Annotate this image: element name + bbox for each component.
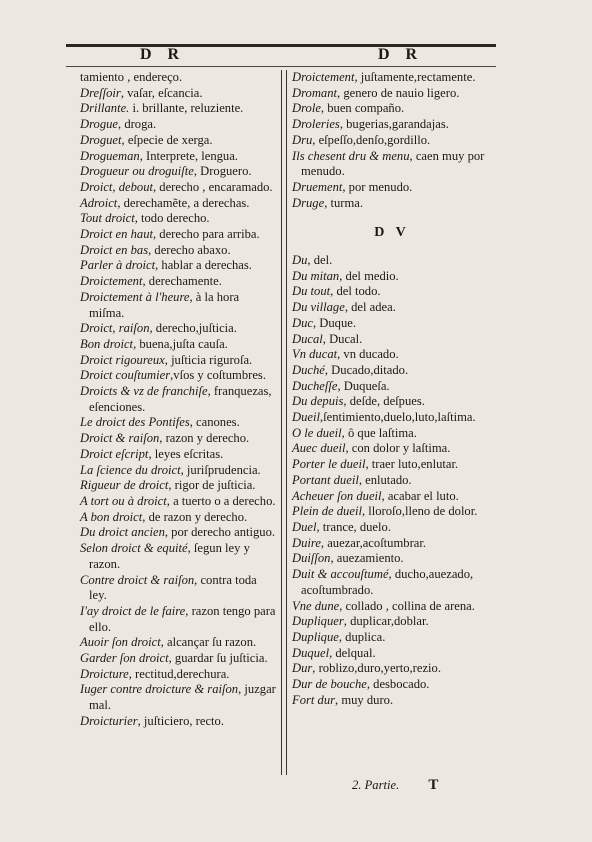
- entry-headword: Adroict: [80, 195, 118, 210]
- dictionary-entry: [80, 70, 276, 86]
- entry-headword: Droicts & vz de franchiſe: [80, 384, 208, 399]
- dictionary-entry: [80, 604, 276, 635]
- entry-headword: Du tout: [292, 284, 331, 299]
- entry-headword: Droictement à l'heure: [80, 289, 190, 304]
- entry-translation: , lloroſo,lleno de dolor.: [361, 504, 478, 519]
- entry-translation: , ducho,auezado, acoſtumbrado.: [301, 567, 474, 597]
- entry-translation: , Duque.: [312, 315, 357, 330]
- entry-headword: Duire: [292, 535, 321, 550]
- dictionary-entry: [80, 682, 276, 713]
- dictionary-entry: [292, 677, 492, 693]
- entry-headword: Contre droict & raiſon: [80, 572, 195, 587]
- entry-headword: Fort dur: [292, 692, 336, 707]
- dictionary-entry: [292, 693, 492, 709]
- entry-translation: , todo derecho.: [134, 211, 210, 226]
- entry-translation: , auezar,acoſtumbrar.: [320, 535, 427, 550]
- column-divider: [281, 70, 282, 775]
- entry-headword: Portant dueil: [292, 472, 359, 487]
- entry-headword: Droicture: [80, 666, 129, 681]
- entry-translation: , por menudo.: [342, 179, 413, 194]
- dictionary-entry: [80, 86, 276, 102]
- entry-translation: , acabar el luto.: [381, 488, 459, 503]
- dictionary-entry: [80, 478, 276, 494]
- dictionary-entry: [292, 504, 492, 520]
- entry-translation: , genero de nauio ligero.: [337, 85, 460, 100]
- dictionary-entry: [292, 86, 492, 102]
- entry-headword: Droict & raiſon: [80, 431, 160, 446]
- dictionary-entry: [80, 714, 276, 730]
- dictionary-entry: [292, 489, 492, 505]
- dictionary-entry: [292, 70, 492, 86]
- dictionary-entry: [80, 133, 276, 149]
- entry-translation: , hablar a derechas.: [155, 258, 252, 273]
- entry-headword: Vne dune: [292, 598, 340, 613]
- dictionary-entry: [292, 441, 492, 457]
- entry-headword: Ils chesent dru & menu: [292, 148, 410, 163]
- dictionary-entry: [292, 567, 492, 598]
- dictionary-entry: [292, 473, 492, 489]
- entry-headword: Droict couſtumier: [80, 368, 171, 383]
- dictionary-entry: [292, 363, 492, 379]
- entry-headword: Du mitan: [292, 268, 340, 283]
- entry-headword: Iuger contre droicture & raiſon: [80, 682, 239, 697]
- entry-headword: I'ay droict de le faire: [80, 603, 186, 618]
- entry-translation: tamiento , endereço.: [80, 70, 183, 84]
- signature-mark: 2. Partie.: [352, 778, 400, 792]
- entry-translation: , eſpecie de xerga.: [121, 132, 213, 147]
- entry-translation: , juſtamente,rectamente.: [354, 70, 476, 84]
- header-underline: [66, 66, 496, 67]
- dictionary-entry: [80, 117, 276, 133]
- dictionary-entry: [80, 635, 276, 651]
- entry-headword: Ducheſſe: [292, 378, 338, 393]
- entry-headword: Selon droict & equité: [80, 541, 188, 556]
- entry-translation: , contra toda ley.: [89, 572, 257, 603]
- entry-headword: Droict, debout: [80, 179, 153, 194]
- entry-headword: A tort ou à droict: [80, 493, 167, 508]
- dictionary-entry: [292, 599, 492, 615]
- dictionary-entry: [80, 415, 276, 431]
- dictionary-entry: [80, 243, 276, 259]
- entry-translation: , auezamiento.: [330, 551, 404, 566]
- header-rule: [66, 44, 496, 47]
- entry-headword: Bon droict: [80, 336, 134, 351]
- entry-headword: Droict, raiſon: [80, 321, 150, 336]
- entry-translation: , del todo.: [330, 284, 381, 299]
- dictionary-entry: [292, 551, 492, 567]
- dictionary-entry: [292, 332, 492, 348]
- entry-headword: Droict rigoureux: [80, 352, 165, 367]
- dictionary-entry: [80, 667, 276, 683]
- entry-translation: , juſticia riguroſa.: [164, 352, 253, 367]
- dictionary-entry: [292, 117, 492, 133]
- entry-headword: Dueil: [292, 410, 320, 425]
- right-column-entries-dv: [292, 253, 492, 708]
- entry-translation: , Duqueſa.: [337, 378, 390, 393]
- entry-translation: , vaſar, eſcancia.: [120, 85, 203, 100]
- entry-headword: Vn ducat: [292, 347, 338, 362]
- entry-translation: , derecho , encaramado.: [153, 179, 273, 194]
- entry-headword: Dur de bouche: [292, 677, 367, 692]
- entry-translation: , droga.: [118, 117, 157, 132]
- dictionary-entry: [80, 494, 276, 510]
- dictionary-entry: [292, 300, 492, 316]
- dictionary-entry: [80, 211, 276, 227]
- entry-headword: Ducal: [292, 331, 323, 346]
- entry-translation: , à la hora miſma.: [89, 289, 240, 320]
- dictionary-entry: [292, 457, 492, 473]
- dictionary-entry: [80, 651, 276, 667]
- entry-headword: Dromant: [292, 85, 338, 100]
- dictionary-entry: [292, 520, 492, 536]
- column-divider: [286, 70, 287, 775]
- dictionary-entry: [80, 321, 276, 337]
- entry-translation: , deſde, deſpues.: [343, 394, 425, 409]
- dictionary-entry: [292, 536, 492, 552]
- dictionary-entry: [80, 510, 276, 526]
- entry-headword: Acheuer ſon dueil: [292, 488, 382, 503]
- dictionary-entry: [292, 661, 492, 677]
- entry-headword: Garder ſon droict: [80, 651, 169, 666]
- dictionary-entry: [292, 196, 492, 212]
- left-column: [80, 70, 276, 730]
- dictionary-entry: [80, 463, 276, 479]
- entry-headword: Drogueman: [80, 148, 140, 163]
- entry-translation: , muy duro.: [335, 692, 394, 707]
- entry-translation: , buena,juſta cauſa.: [133, 336, 228, 351]
- entry-translation: , razon tengo para ello.: [89, 603, 276, 634]
- entry-headword: Auoir ſon droict: [80, 635, 161, 650]
- entry-headword: Droguet: [80, 132, 122, 147]
- entry-translation: , razon y derecho.: [159, 431, 250, 446]
- entry-headword: Tout droict: [80, 211, 135, 226]
- dictionary-entry: [80, 101, 276, 117]
- entry-headword: Du: [292, 253, 308, 268]
- entry-translation: , collado , collina de arena.: [339, 598, 475, 613]
- dictionary-entry: [80, 227, 276, 243]
- dictionary-entry: [80, 431, 276, 447]
- dictionary-entry: [80, 573, 276, 604]
- dictionary-entry: [80, 541, 276, 572]
- entry-translation: , a tuerto o a derecho.: [166, 493, 276, 508]
- entry-translation: , traer luto,enlutar.: [365, 457, 459, 472]
- entry-headword: Droleries: [292, 117, 340, 132]
- right-column: [292, 70, 492, 708]
- entry-translation: , del.: [307, 253, 333, 268]
- entry-headword: Du droict ancien: [80, 525, 165, 540]
- section-heading: D V: [374, 225, 410, 241]
- entry-headword: Droict eſcript: [80, 446, 149, 461]
- entry-translation: , trance, duelo.: [316, 519, 391, 534]
- entry-headword: Dru: [292, 132, 313, 147]
- entry-translation: , Ducado,ditado.: [324, 362, 409, 377]
- entry-translation: , Interprete, lengua.: [139, 148, 238, 163]
- dictionary-entry: [80, 274, 276, 290]
- entry-headword: Druement: [292, 179, 343, 194]
- entry-translation: , vn ducado.: [337, 347, 399, 362]
- dictionary-entry: [292, 426, 492, 442]
- entry-translation: , con dolor y laſtima.: [345, 441, 451, 456]
- dictionary-entry: [292, 180, 492, 196]
- entry-headword: Plein de dueil: [292, 504, 362, 519]
- dictionary-entry: [292, 379, 492, 395]
- page-footer: [352, 777, 438, 794]
- entry-headword: Dur: [292, 661, 313, 676]
- entry-headword: Droicturier: [80, 713, 138, 728]
- entry-headword: Du village: [292, 300, 345, 315]
- entry-translation: ,vſos y coſtumbres.: [170, 368, 266, 383]
- dictionary-entry: [80, 384, 276, 415]
- entry-translation: , ſegun ley y razon.: [89, 541, 250, 571]
- entry-headword: Drillante.: [80, 101, 130, 116]
- dictionary-entry: [80, 447, 276, 463]
- dictionary-entry: [292, 394, 492, 410]
- dictionary-entry: [292, 269, 492, 285]
- entry-translation: , derecho abaxo.: [148, 242, 231, 257]
- entry-translation: , derechamente.: [142, 274, 222, 289]
- entry-translation: , eſpeſſo,denſo,gordillo.: [312, 132, 431, 147]
- dictionary-entry: [292, 133, 492, 149]
- entry-translation: , derechamẽte, a derechas.: [117, 195, 250, 210]
- entry-translation: ,ſentimiento,duelo,luto,laſtima.: [319, 410, 476, 425]
- entry-translation: i. brillante, reluziente.: [129, 101, 244, 116]
- entry-translation: , duplica.: [338, 629, 386, 644]
- running-head-right: D R: [378, 46, 424, 63]
- entry-headword: Duché: [292, 362, 325, 377]
- dictionary-entry: [292, 646, 492, 662]
- entry-translation: , Ducal.: [322, 331, 363, 346]
- running-head-left: D R: [140, 46, 186, 63]
- entry-translation: , guardar ſu juſticia.: [168, 651, 268, 666]
- entry-headword: Drogueur ou droguiſte: [80, 164, 194, 179]
- entry-headword: Duc: [292, 315, 313, 330]
- entry-headword: Duplique: [292, 629, 339, 644]
- entry-headword: La ſcience du droict: [80, 462, 181, 477]
- entry-translation: , canones.: [189, 415, 240, 430]
- dictionary-entry: [80, 368, 276, 384]
- catchword-letter: T: [428, 777, 439, 793]
- entry-translation: , delqual.: [329, 645, 376, 660]
- entry-headword: Dupliquer: [292, 614, 344, 629]
- right-column-entries-dr: [292, 70, 492, 211]
- dictionary-entry: [292, 101, 492, 117]
- entry-headword: Droict en bas: [80, 242, 149, 257]
- entry-headword: Droictement: [80, 274, 143, 289]
- entry-headword: Droict en haut: [80, 227, 153, 242]
- dictionary-entry: [80, 353, 276, 369]
- entry-headword: Duiſſon: [292, 551, 331, 566]
- entry-headword: O le dueil: [292, 425, 342, 440]
- dictionary-entry: [292, 630, 492, 646]
- entry-headword: Auec dueil: [292, 441, 346, 456]
- entry-translation: , franquezas, eſenciones.: [89, 384, 272, 414]
- entry-headword: Druge: [292, 195, 325, 210]
- entry-translation: , juzgar mal.: [89, 682, 276, 713]
- entry-headword: Duel: [292, 519, 317, 534]
- entry-translation: , derecho,juſticia.: [149, 321, 237, 336]
- entry-translation: , bugerias,garandajas.: [339, 117, 449, 132]
- dictionary-entry: [292, 149, 492, 180]
- dictionary-entry: [80, 525, 276, 541]
- dictionary-entry: [80, 290, 276, 321]
- entry-translation: , de razon y derecho.: [142, 509, 248, 524]
- entry-translation: , del adea.: [344, 300, 396, 315]
- entry-headword: A bon droict: [80, 509, 143, 524]
- entry-translation: , rigor de juſticia.: [168, 478, 256, 493]
- dictionary-entry: [80, 180, 276, 196]
- dictionary-entry: [292, 316, 492, 332]
- entry-translation: , alcançar ſu razon.: [160, 635, 257, 650]
- dictionary-entry: [292, 347, 492, 363]
- entry-headword: Drole: [292, 101, 321, 116]
- entry-headword: Rigueur de droict: [80, 478, 169, 493]
- entry-translation: , ô que laſtima.: [341, 425, 417, 440]
- entry-translation: , caen muy por menudo.: [301, 148, 485, 179]
- entry-headword: Duquel: [292, 645, 330, 660]
- entry-headword: Drogue: [80, 117, 119, 132]
- dictionary-entry: [80, 164, 276, 180]
- dictionary-entry: [80, 149, 276, 165]
- dictionary-entry: [80, 196, 276, 212]
- entry-translation: , del medio.: [339, 268, 399, 283]
- entry-translation: , leyes eſcritas.: [148, 446, 224, 461]
- entry-translation: , derecho para arriba.: [153, 227, 260, 242]
- dictionary-entry: [292, 253, 492, 269]
- entry-headword: Dreſſoir: [80, 85, 121, 100]
- entry-translation: , juriſprudencia.: [180, 462, 261, 477]
- entry-translation: , por derecho antiguo.: [164, 525, 276, 540]
- entry-translation: , Droguero.: [193, 164, 252, 179]
- entry-headword: Duit & accouſtumé: [292, 567, 389, 582]
- entry-translation: , duplicar,doblar.: [343, 614, 429, 629]
- entry-headword: Porter le dueil: [292, 457, 366, 472]
- entry-headword: Droictement: [292, 70, 355, 84]
- entry-translation: , buen compaño.: [320, 101, 405, 116]
- entry-translation: , juſticiero, recto.: [137, 713, 224, 728]
- dictionary-entry: [292, 410, 492, 426]
- entry-headword: Le droict des Pontifes: [80, 415, 190, 430]
- entry-headword: Parler à droict: [80, 258, 156, 273]
- entry-translation: , desbocado.: [366, 677, 430, 692]
- dictionary-entry: [292, 614, 492, 630]
- dictionary-entry: [80, 337, 276, 353]
- entry-translation: , roblizo,duro,yerto,rezio.: [312, 661, 441, 676]
- entry-translation: , rectitud,derechura.: [128, 666, 230, 681]
- dictionary-entry: [80, 258, 276, 274]
- entry-headword: Du depuis: [292, 394, 344, 409]
- entry-translation: , turma.: [324, 195, 364, 210]
- entry-translation: , enlutado.: [358, 472, 412, 487]
- dictionary-entry: [292, 284, 492, 300]
